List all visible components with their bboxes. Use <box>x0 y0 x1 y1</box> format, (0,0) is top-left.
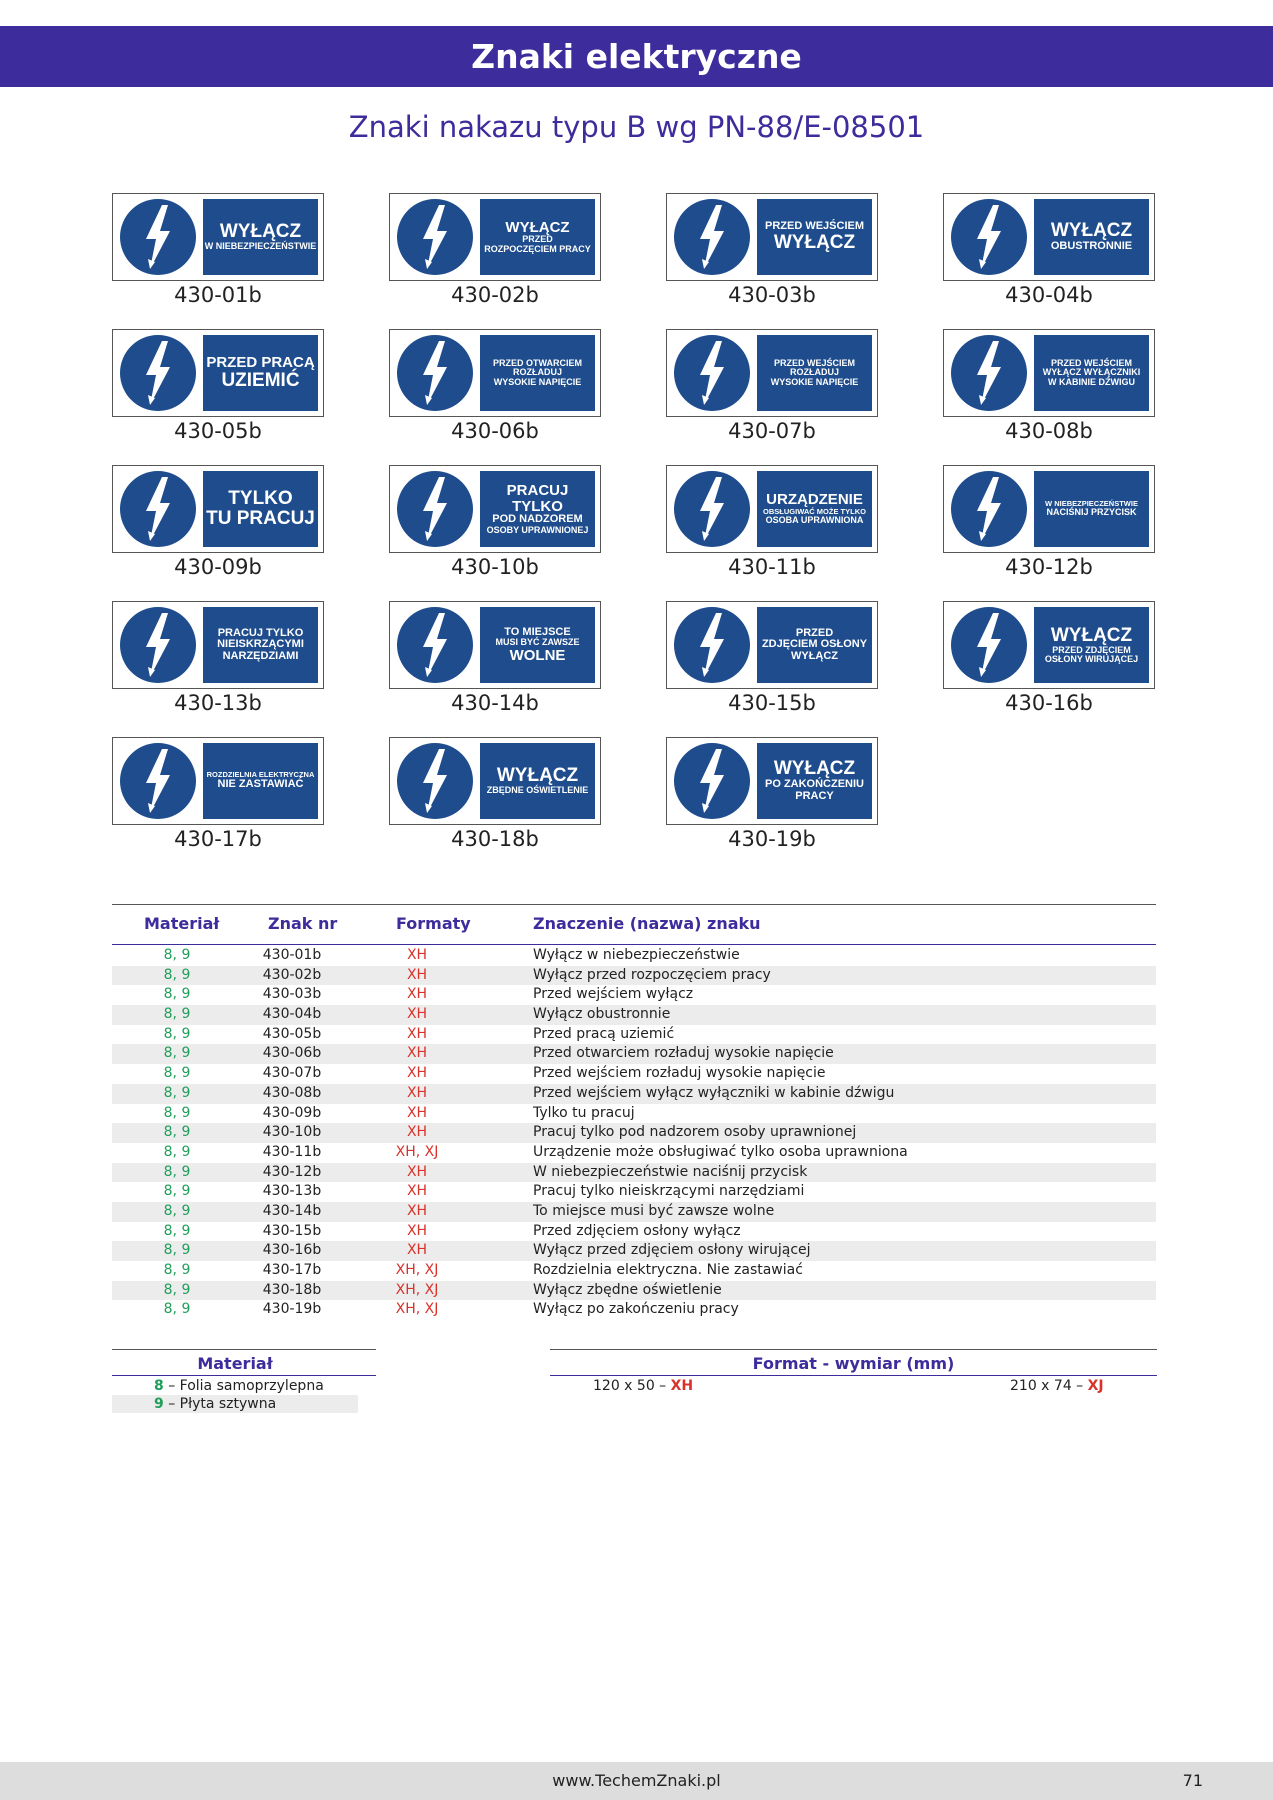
lightning-bolt-icon <box>674 199 750 275</box>
sign-text-line: PRZED <box>795 626 834 639</box>
sign-code: 430-07b <box>728 419 816 443</box>
cell-number: 430-11b <box>262 1143 322 1160</box>
sign-image <box>666 329 878 417</box>
table-row <box>112 1261 1156 1281</box>
table-row <box>112 1044 1156 1064</box>
sign-item <box>666 193 878 318</box>
cell-meaning: Przed pracą uziemić <box>533 1025 675 1042</box>
cell-formats: XH <box>406 1183 428 1200</box>
sign-circle <box>120 199 196 275</box>
sign-text-line: ROZPOCZĘCIEM PRACY <box>484 243 591 254</box>
legend-rule <box>112 1349 376 1350</box>
cell-formats: XH, XJ <box>395 1301 439 1318</box>
sign-image <box>389 737 601 825</box>
cell-material: 8, 9 <box>163 1045 191 1062</box>
sign-text-panel <box>1034 199 1149 275</box>
table-row <box>112 1202 1156 1222</box>
format-code: XH <box>670 1378 694 1394</box>
cell-formats: XH <box>406 1222 428 1239</box>
lightning-bolt-icon <box>951 335 1027 411</box>
cell-formats: XH <box>406 1104 428 1121</box>
cell-meaning: Przed otwarciem rozładuj wysokie napięcie <box>533 1045 834 1062</box>
sign-text-line: NIE ZASTAWIAĆ <box>217 778 304 791</box>
sign-image <box>112 329 324 417</box>
sign-image <box>666 737 878 825</box>
sign-text-line: WYŁĄCZ <box>219 221 302 243</box>
sign-code: 430-03b <box>728 283 816 307</box>
sign-circle <box>397 199 473 275</box>
cell-meaning: Przed wejściem wyłącz wyłączniki w kabinie dźwigu <box>533 1084 895 1101</box>
sign-code: 430-05b <box>174 419 262 443</box>
sign-item <box>666 329 878 454</box>
sign-text-line: TO MIEJSCE <box>504 625 571 638</box>
sign-code: 430-02b <box>451 283 539 307</box>
cell-number: 430-01b <box>262 947 322 963</box>
cell-material: 8, 9 <box>163 1281 191 1298</box>
sign-text-panel <box>757 335 872 411</box>
table-row <box>112 1104 1156 1124</box>
lightning-bolt-icon <box>674 607 750 683</box>
sign-text-panel <box>1034 335 1149 411</box>
cell-number: 430-04b <box>262 1006 322 1023</box>
lightning-bolt-icon <box>120 199 196 275</box>
cell-formats: XH <box>406 1202 428 1219</box>
table-row <box>112 1064 1156 1084</box>
cell-number: 430-16b <box>262 1242 322 1259</box>
cell-material: 8, 9 <box>163 1163 191 1180</box>
sign-text-line: WYŁĄCZ <box>790 649 839 662</box>
cell-formats: XH <box>406 1006 428 1023</box>
table-row <box>112 1143 1156 1163</box>
sign-text-line: ZBĘDNE OŚWIETLENIE <box>486 785 589 796</box>
sign-circle <box>951 471 1027 547</box>
sign-code: 430-14b <box>451 691 539 715</box>
sign-item <box>389 193 601 318</box>
cell-meaning: Pracuj tylko nieiskrzącymi narzędziami <box>533 1183 805 1200</box>
table-row <box>112 1005 1156 1025</box>
header-banner <box>0 26 1273 87</box>
sign-text-panel <box>203 199 318 275</box>
sign-text-line: ROZŁADUJ <box>790 367 839 378</box>
material-legend-title: Materiał <box>197 1354 273 1373</box>
sign-image <box>666 193 878 281</box>
cell-meaning: Tylko tu pracuj <box>533 1104 635 1121</box>
cell-formats: XH <box>406 1242 428 1259</box>
sign-text-line: W KABINIE DŹWIGU <box>1048 376 1135 387</box>
sign-text-panel <box>480 199 595 275</box>
table-body <box>112 946 1156 1320</box>
sign-text-panel <box>480 335 595 411</box>
sign-circle <box>120 335 196 411</box>
sign-item <box>389 737 601 862</box>
sign-item <box>112 601 324 726</box>
sign-text-line: TU PRACUJ <box>206 508 315 529</box>
format-size: 210 x 74 – <box>1010 1378 1084 1394</box>
sign-text-panel <box>757 743 872 819</box>
table-row <box>112 1084 1156 1104</box>
sign-code: 430-13b <box>174 691 262 715</box>
sign-item <box>112 193 324 318</box>
sign-image <box>389 329 601 417</box>
sign-text-panel <box>757 199 872 275</box>
lightning-bolt-icon <box>951 471 1027 547</box>
table-row <box>112 1025 1156 1045</box>
cell-meaning: Przed wejściem rozładuj wysokie napięcie <box>533 1065 826 1082</box>
legend-rule <box>550 1375 1157 1376</box>
cell-material: 8, 9 <box>163 1301 191 1318</box>
sign-text-line: NACIŚNIJ PRZYCISK <box>1046 507 1137 518</box>
sign-code: 430-09b <box>174 555 262 579</box>
table-header <box>112 914 1156 936</box>
table-row <box>112 1123 1156 1143</box>
sign-text-panel <box>480 743 595 819</box>
page-number: 71 <box>1182 1771 1203 1790</box>
cell-material: 8, 9 <box>163 1065 191 1082</box>
sign-text-line: W NIEBEZPIECZEŃSTWIE <box>1045 499 1138 509</box>
material-label: – Folia samoprzylepna <box>168 1378 324 1394</box>
cell-number: 430-06b <box>262 1045 322 1062</box>
sign-text-line: W NIEBEZPIECZEŃSTWIE <box>204 241 317 252</box>
footer <box>0 1762 1273 1800</box>
cell-meaning: Wyłącz przed zdjęciem osłony wirującej <box>533 1242 811 1259</box>
sign-image <box>112 601 324 689</box>
cell-number: 430-12b <box>262 1163 322 1180</box>
sign-item <box>943 601 1155 726</box>
sign-text-line: PRZED <box>522 234 553 245</box>
lightning-bolt-icon <box>120 471 196 547</box>
cell-material: 8, 9 <box>163 1222 191 1239</box>
sign-text-panel <box>203 335 318 411</box>
format-item <box>1010 1377 1104 1395</box>
sign-circle <box>674 607 750 683</box>
sign-image <box>112 737 324 825</box>
material-item <box>112 1395 358 1413</box>
table-row <box>112 946 1156 966</box>
cell-meaning: Pracuj tylko pod nadzorem osoby uprawnionej <box>533 1124 857 1141</box>
table-row <box>112 985 1156 1005</box>
sign-text-panel <box>1034 607 1149 683</box>
lightning-bolt-icon <box>674 471 750 547</box>
sign-text-line: OSOBY UPRAWNIONEJ <box>486 524 589 535</box>
sign-text-panel <box>203 471 318 547</box>
sign-text-panel <box>203 607 318 683</box>
table-row <box>112 1281 1156 1301</box>
sign-text-line: PRZED WEJŚCIEM <box>773 357 855 368</box>
sign-text-line: WYŁĄCZ <box>496 765 579 787</box>
cell-number: 430-17b <box>262 1262 322 1278</box>
cell-formats: XH <box>406 947 428 963</box>
format-size: 120 x 50 – <box>593 1378 667 1394</box>
lightning-bolt-icon <box>397 607 473 683</box>
legend-rule <box>112 1375 376 1376</box>
sign-text-line: NIEISKRZĄCYMI <box>217 638 304 651</box>
sign-text-line: OSOBA UPRAWNIONA <box>765 515 864 526</box>
sign-text-panel <box>1034 471 1149 547</box>
sign-image <box>666 601 878 689</box>
sign-circle <box>397 607 473 683</box>
sign-text-panel <box>757 607 872 683</box>
sign-text-line: WYŁĄCZ <box>773 231 856 253</box>
lightning-bolt-icon <box>674 335 750 411</box>
material-item <box>112 1377 358 1395</box>
sign-code: 430-10b <box>451 555 539 579</box>
legend-rule <box>550 1349 1157 1350</box>
format-legend-title: Format - wymiar (mm) <box>752 1354 955 1373</box>
sign-image <box>389 465 601 553</box>
sign-item <box>943 465 1155 590</box>
sign-text-line: WYŁĄCZ <box>1050 624 1133 646</box>
sign-circle <box>951 199 1027 275</box>
sign-text-line: OBSŁUGIWAĆ MOŻE TYLKO <box>763 507 866 517</box>
cell-material: 8, 9 <box>163 947 191 963</box>
sign-text-line: OBUSTRONNIE <box>1050 240 1133 253</box>
cell-number: 430-14b <box>262 1202 322 1219</box>
sign-circle <box>120 743 196 819</box>
sign-text-line: ROZŁADUJ <box>513 367 562 378</box>
sign-text-line: WYSOKIE NAPIĘCIE <box>770 376 859 387</box>
cell-number: 430-10b <box>262 1124 322 1141</box>
format-item <box>593 1377 693 1395</box>
lightning-bolt-icon <box>120 743 196 819</box>
page-title: Znaki elektryczne <box>471 37 802 76</box>
sign-text-panel <box>203 743 318 819</box>
cell-material: 8, 9 <box>163 966 191 983</box>
sign-image <box>943 193 1155 281</box>
sign-circle <box>674 471 750 547</box>
sign-image <box>389 601 601 689</box>
table-row <box>112 1222 1156 1242</box>
cell-meaning: Przed wejściem wyłącz <box>533 986 694 1003</box>
cell-meaning: Wyłącz po zakończeniu pracy <box>533 1301 739 1318</box>
sign-item <box>389 329 601 454</box>
sign-image <box>112 193 324 281</box>
sign-text-line: OSŁONY WIRUJĄCEJ <box>1044 653 1139 664</box>
sign-text-line: NARZĘDZIAMI <box>222 649 299 662</box>
cell-number: 430-08b <box>262 1084 322 1101</box>
cell-material: 8, 9 <box>163 1084 191 1101</box>
sign-text-line: MUSI BYĆ ZAWSZE <box>495 637 580 648</box>
cell-formats: XH, XJ <box>395 1262 439 1278</box>
sign-circle <box>120 471 196 547</box>
material-number: 8 <box>154 1378 164 1394</box>
cell-number: 430-13b <box>262 1183 322 1200</box>
lightning-bolt-icon <box>674 743 750 819</box>
sign-text-line: WOLNE <box>509 646 566 664</box>
sign-image <box>943 465 1155 553</box>
sign-circle <box>951 335 1027 411</box>
cell-material: 8, 9 <box>163 1262 191 1278</box>
sign-code: 430-18b <box>451 827 539 851</box>
sign-image <box>943 601 1155 689</box>
cell-formats: XH, XJ <box>395 1143 439 1160</box>
cell-formats: XH <box>406 1025 428 1042</box>
cell-number: 430-18b <box>262 1281 322 1298</box>
cell-material: 8, 9 <box>163 1183 191 1200</box>
cell-material: 8, 9 <box>163 1143 191 1160</box>
cell-material: 8, 9 <box>163 1124 191 1141</box>
cell-formats: XH <box>406 1065 428 1082</box>
cell-meaning: Urządzenie może obsługiwać tylko osoba uprawniona <box>533 1143 908 1160</box>
sign-text-line: TYLKO <box>228 488 293 510</box>
cell-number: 430-05b <box>262 1025 322 1042</box>
cell-material: 8, 9 <box>163 1202 191 1219</box>
sign-text-line: PRACY <box>795 789 834 802</box>
sign-item <box>666 737 878 862</box>
sign-text-line: POD NADZOREM <box>492 513 583 526</box>
lightning-bolt-icon <box>951 199 1027 275</box>
sign-item <box>112 465 324 590</box>
sign-text-line: WYŁĄCZ <box>773 758 856 780</box>
cell-formats: XH <box>406 1124 428 1141</box>
table-row <box>112 1241 1156 1261</box>
lightning-bolt-icon <box>397 199 473 275</box>
cell-number: 430-02b <box>262 966 322 983</box>
sign-image <box>389 193 601 281</box>
header-material: Materiał <box>144 914 220 933</box>
lightning-bolt-icon <box>120 335 196 411</box>
cell-material: 8, 9 <box>163 1025 191 1042</box>
sign-text-line: WYSOKIE NAPIĘCIE <box>493 376 582 387</box>
sign-image <box>943 329 1155 417</box>
cell-meaning: Wyłącz przed rozpoczęciem pracy <box>533 966 771 983</box>
material-label: – Płyta sztywna <box>168 1396 277 1412</box>
cell-meaning: Rozdzielnia elektryczna. Nie zastawiać <box>533 1262 803 1278</box>
table-header-rule <box>112 944 1156 945</box>
section-subtitle: Znaki nakazu typu B wg PN-88/E-08501 <box>348 110 925 144</box>
cell-formats: XH <box>406 1163 428 1180</box>
sign-text-line: PRZED WEJŚCIEM <box>1050 357 1132 368</box>
cell-formats: XH, XJ <box>395 1281 439 1298</box>
sign-image <box>666 465 878 553</box>
sign-text-line: PRZED PRACĄ <box>206 354 315 372</box>
sign-item <box>112 737 324 862</box>
cell-formats: XH <box>406 1084 428 1101</box>
table-row <box>112 966 1156 986</box>
cell-meaning: To miejsce musi być zawsze wolne <box>533 1202 775 1219</box>
sign-circle <box>674 199 750 275</box>
sign-text-line: UZIEMIĆ <box>221 369 300 391</box>
sign-circle <box>674 743 750 819</box>
sign-item <box>389 465 601 590</box>
table-row <box>112 1300 1156 1320</box>
sign-text-panel <box>480 471 595 547</box>
table-top-rule <box>112 904 1156 905</box>
sign-text-line: ZDJĘCIEM OSŁONY <box>761 638 868 651</box>
sign-circle <box>397 743 473 819</box>
sign-text-line: PO ZAKOŃCZENIU <box>765 778 864 791</box>
sign-circle <box>397 471 473 547</box>
sign-text-line: URZĄDZENIE <box>766 491 863 509</box>
header-meaning: Znaczenie (nazwa) znaku <box>533 914 761 933</box>
sign-item <box>666 465 878 590</box>
cell-number: 430-15b <box>262 1222 322 1239</box>
cell-meaning: Wyłącz w niebezpieczeństwie <box>533 947 740 963</box>
sign-code: 430-12b <box>1005 555 1093 579</box>
table-row <box>112 1182 1156 1202</box>
lightning-bolt-icon <box>951 607 1027 683</box>
lightning-bolt-icon <box>397 743 473 819</box>
cell-material: 8, 9 <box>163 986 191 1003</box>
sign-item <box>666 601 878 726</box>
cell-meaning: Wyłącz obustronnie <box>533 1006 671 1023</box>
cell-material: 8, 9 <box>163 1006 191 1023</box>
sign-text-panel <box>480 607 595 683</box>
sign-text-line: PRZED ZDJĘCIEM <box>1052 644 1131 655</box>
cell-material: 8, 9 <box>163 1242 191 1259</box>
website-url: www.TechemZnaki.pl <box>552 1771 721 1790</box>
cell-formats: XH <box>406 1045 428 1062</box>
sign-item <box>943 329 1155 454</box>
cell-number: 430-07b <box>262 1065 322 1082</box>
sign-text-line: WYŁĄCZ <box>505 218 570 236</box>
sign-item <box>112 329 324 454</box>
sign-text-line: PRACUJ TYLKO <box>506 481 569 515</box>
sign-text-line: ROZDZIELNIA ELEKTRYCZNA <box>206 770 315 780</box>
sign-code: 430-01b <box>174 283 262 307</box>
cell-material: 8, 9 <box>163 1104 191 1121</box>
sign-code: 430-04b <box>1005 283 1093 307</box>
material-number: 9 <box>154 1396 164 1412</box>
table-row <box>112 1163 1156 1183</box>
sign-circle <box>951 607 1027 683</box>
sign-item <box>389 601 601 726</box>
cell-number: 430-19b <box>262 1301 322 1318</box>
sign-circle <box>397 335 473 411</box>
sign-code: 430-17b <box>174 827 262 851</box>
cell-formats: XH <box>406 966 428 983</box>
sign-code: 430-08b <box>1005 419 1093 443</box>
cell-number: 430-09b <box>262 1104 322 1121</box>
sign-code: 430-11b <box>728 555 816 579</box>
sign-text-panel <box>757 471 872 547</box>
lightning-bolt-icon <box>397 471 473 547</box>
sign-text-line: PRACUJ TYLKO <box>217 626 304 639</box>
sign-image <box>112 465 324 553</box>
sign-code: 430-15b <box>728 691 816 715</box>
header-number: Znak nr <box>268 914 338 933</box>
cell-number: 430-03b <box>262 986 322 1003</box>
sign-circle <box>120 607 196 683</box>
sign-text-line: PRZED WEJŚCIEM <box>764 220 864 233</box>
sign-code: 430-19b <box>728 827 816 851</box>
lightning-bolt-icon <box>397 335 473 411</box>
cell-meaning: W niebezpieczeństwie naciśnij przycisk <box>533 1163 808 1180</box>
cell-meaning: Wyłącz zbędne oświetlenie <box>533 1281 722 1298</box>
header-formats: Formaty <box>396 914 471 933</box>
sign-code: 430-16b <box>1005 691 1093 715</box>
format-code: XJ <box>1087 1378 1104 1394</box>
sign-circle <box>674 335 750 411</box>
sign-text-line: PRZED OTWARCIEM <box>493 357 582 368</box>
cell-formats: XH <box>406 986 428 1003</box>
sign-item <box>943 193 1155 318</box>
sign-text-line: WYŁĄCZ <box>1050 220 1133 242</box>
lightning-bolt-icon <box>120 607 196 683</box>
sign-code: 430-06b <box>451 419 539 443</box>
cell-meaning: Przed zdjęciem osłony wyłącz <box>533 1222 741 1239</box>
sign-text-line: WYŁĄCZ WYŁĄCZNIKI <box>1042 367 1141 378</box>
